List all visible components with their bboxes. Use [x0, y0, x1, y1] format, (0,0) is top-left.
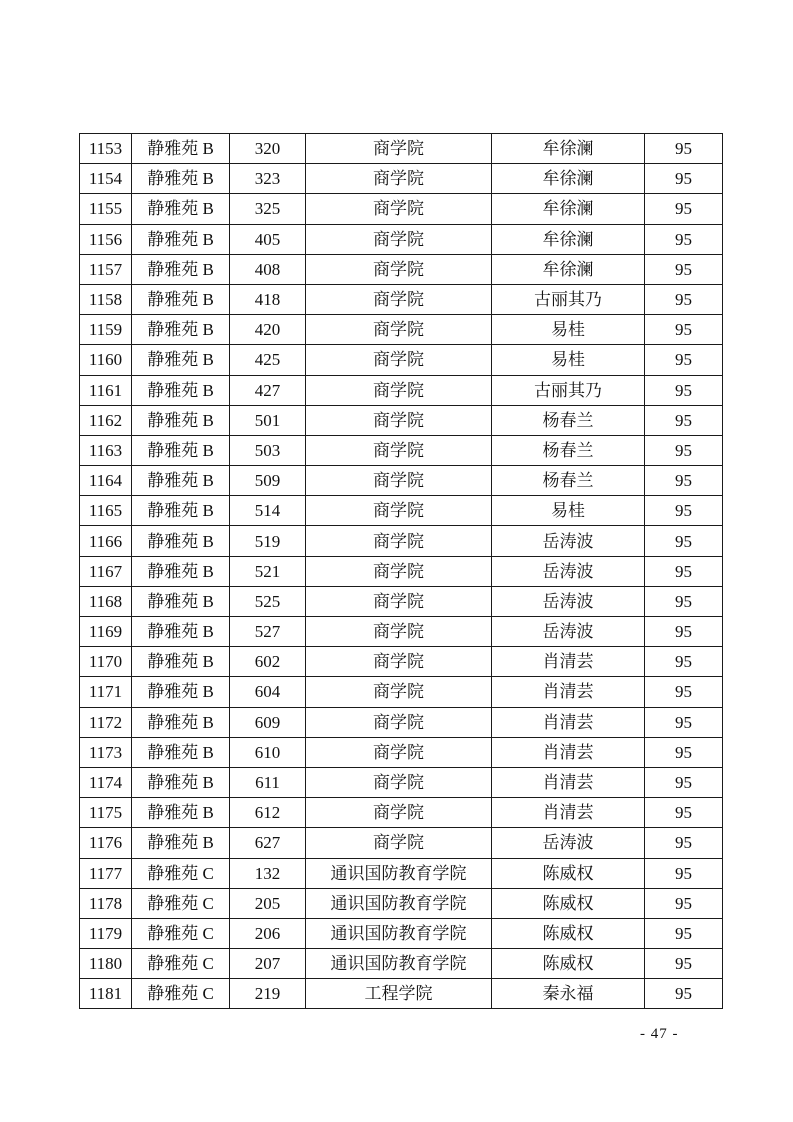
person-name-cell: 肖清芸 [492, 737, 645, 767]
building-cell: 静雅苑 B [132, 586, 230, 616]
room-number-cell: 521 [230, 556, 306, 586]
building-cell: 静雅苑 B [132, 767, 230, 797]
row-index-cell: 1170 [80, 647, 132, 677]
score-cell: 95 [645, 375, 723, 405]
building-cell: 静雅苑 B [132, 798, 230, 828]
table-row [80, 496, 723, 526]
row-index-cell: 1159 [80, 315, 132, 345]
room-number-cell: 525 [230, 586, 306, 616]
person-name-cell: 岳涛波 [492, 586, 645, 616]
row-index-cell: 1164 [80, 466, 132, 496]
score-cell: 95 [645, 979, 723, 1009]
row-index-cell: 1175 [80, 798, 132, 828]
room-number-cell: 514 [230, 496, 306, 526]
score-cell: 95 [645, 224, 723, 254]
table-row [80, 315, 723, 345]
table-row [80, 828, 723, 858]
college-cell: 通识国防教育学院 [306, 918, 492, 948]
person-name-cell: 肖清芸 [492, 798, 645, 828]
page-number: - 47 - [640, 1026, 679, 1042]
college-cell: 通识国防教育学院 [306, 888, 492, 918]
person-name-cell: 陈威权 [492, 949, 645, 979]
room-number-cell: 509 [230, 466, 306, 496]
room-number-cell: 132 [230, 858, 306, 888]
building-cell: 静雅苑 B [132, 556, 230, 586]
room-number-cell: 320 [230, 134, 306, 164]
table-row [80, 617, 723, 647]
college-cell: 通识国防教育学院 [306, 858, 492, 888]
score-cell: 95 [645, 767, 723, 797]
row-index-cell: 1157 [80, 254, 132, 284]
score-cell: 95 [645, 858, 723, 888]
row-index-cell: 1167 [80, 556, 132, 586]
row-index-cell: 1171 [80, 677, 132, 707]
table-row [80, 737, 723, 767]
person-name-cell: 易桂 [492, 345, 645, 375]
score-cell: 95 [645, 526, 723, 556]
score-cell: 95 [645, 405, 723, 435]
table-row [80, 466, 723, 496]
row-index-cell: 1181 [80, 979, 132, 1009]
table-row [80, 405, 723, 435]
room-number-cell: 604 [230, 677, 306, 707]
college-cell: 商学院 [306, 556, 492, 586]
row-index-cell: 1155 [80, 194, 132, 224]
score-cell: 95 [645, 194, 723, 224]
table-row [80, 586, 723, 616]
table-row [80, 918, 723, 948]
score-cell: 95 [645, 254, 723, 284]
score-cell: 95 [645, 918, 723, 948]
person-name-cell: 肖清芸 [492, 647, 645, 677]
dormitory-score-table [79, 133, 723, 1009]
college-cell: 商学院 [306, 435, 492, 465]
person-name-cell: 杨春兰 [492, 435, 645, 465]
row-index-cell: 1165 [80, 496, 132, 526]
person-name-cell: 古丽其乃 [492, 284, 645, 314]
table-row [80, 375, 723, 405]
row-index-cell: 1160 [80, 345, 132, 375]
room-number-cell: 205 [230, 888, 306, 918]
score-cell: 95 [645, 435, 723, 465]
room-number-cell: 609 [230, 707, 306, 737]
college-cell: 商学院 [306, 254, 492, 284]
building-cell: 静雅苑 B [132, 345, 230, 375]
score-cell: 95 [645, 737, 723, 767]
person-name-cell: 易桂 [492, 315, 645, 345]
person-name-cell: 岳涛波 [492, 617, 645, 647]
college-cell: 商学院 [306, 707, 492, 737]
table-row [80, 435, 723, 465]
table-row [80, 798, 723, 828]
score-cell: 95 [645, 949, 723, 979]
table-row [80, 345, 723, 375]
table-row [80, 134, 723, 164]
college-cell: 通识国防教育学院 [306, 949, 492, 979]
table-row [80, 254, 723, 284]
building-cell: 静雅苑 C [132, 918, 230, 948]
room-number-cell: 503 [230, 435, 306, 465]
table-row [80, 194, 723, 224]
table-row [80, 949, 723, 979]
room-number-cell: 519 [230, 526, 306, 556]
row-index-cell: 1179 [80, 918, 132, 948]
person-name-cell: 杨春兰 [492, 466, 645, 496]
row-index-cell: 1162 [80, 405, 132, 435]
score-cell: 95 [645, 556, 723, 586]
building-cell: 静雅苑 C [132, 888, 230, 918]
person-name-cell: 陈威权 [492, 858, 645, 888]
row-index-cell: 1177 [80, 858, 132, 888]
building-cell: 静雅苑 B [132, 617, 230, 647]
building-cell: 静雅苑 B [132, 194, 230, 224]
building-cell: 静雅苑 B [132, 254, 230, 284]
building-cell: 静雅苑 C [132, 949, 230, 979]
row-index-cell: 1158 [80, 284, 132, 314]
score-cell: 95 [645, 677, 723, 707]
room-number-cell: 527 [230, 617, 306, 647]
person-name-cell: 岳涛波 [492, 526, 645, 556]
score-cell: 95 [645, 586, 723, 616]
person-name-cell: 陈威权 [492, 918, 645, 948]
row-index-cell: 1172 [80, 707, 132, 737]
person-name-cell: 岳涛波 [492, 828, 645, 858]
person-name-cell: 牟徐澜 [492, 254, 645, 284]
building-cell: 静雅苑 C [132, 858, 230, 888]
table-row [80, 164, 723, 194]
row-index-cell: 1178 [80, 888, 132, 918]
table-row [80, 224, 723, 254]
building-cell: 静雅苑 B [132, 677, 230, 707]
room-number-cell: 602 [230, 647, 306, 677]
building-cell: 静雅苑 B [132, 375, 230, 405]
table-row [80, 979, 723, 1009]
room-number-cell: 611 [230, 767, 306, 797]
building-cell: 静雅苑 B [132, 707, 230, 737]
table-body [80, 134, 723, 1009]
building-cell: 静雅苑 B [132, 526, 230, 556]
room-number-cell: 612 [230, 798, 306, 828]
building-cell: 静雅苑 B [132, 134, 230, 164]
room-number-cell: 408 [230, 254, 306, 284]
building-cell: 静雅苑 B [132, 224, 230, 254]
building-cell: 静雅苑 B [132, 828, 230, 858]
room-number-cell: 219 [230, 979, 306, 1009]
room-number-cell: 627 [230, 828, 306, 858]
room-number-cell: 427 [230, 375, 306, 405]
college-cell: 商学院 [306, 496, 492, 526]
score-cell: 95 [645, 315, 723, 345]
college-cell: 商学院 [306, 737, 492, 767]
person-name-cell: 牟徐澜 [492, 134, 645, 164]
person-name-cell: 肖清芸 [492, 707, 645, 737]
room-number-cell: 323 [230, 164, 306, 194]
person-name-cell: 牟徐澜 [492, 164, 645, 194]
row-index-cell: 1161 [80, 375, 132, 405]
college-cell: 商学院 [306, 164, 492, 194]
college-cell: 商学院 [306, 315, 492, 345]
room-number-cell: 207 [230, 949, 306, 979]
score-cell: 95 [645, 888, 723, 918]
score-cell: 95 [645, 828, 723, 858]
college-cell: 商学院 [306, 677, 492, 707]
person-name-cell: 牟徐澜 [492, 194, 645, 224]
room-number-cell: 420 [230, 315, 306, 345]
college-cell: 商学院 [306, 345, 492, 375]
score-cell: 95 [645, 496, 723, 526]
row-index-cell: 1156 [80, 224, 132, 254]
score-cell: 95 [645, 134, 723, 164]
score-cell: 95 [645, 617, 723, 647]
room-number-cell: 325 [230, 194, 306, 224]
score-cell: 95 [645, 647, 723, 677]
row-index-cell: 1168 [80, 586, 132, 616]
college-cell: 商学院 [306, 134, 492, 164]
table-row [80, 858, 723, 888]
college-cell: 商学院 [306, 526, 492, 556]
table-row [80, 707, 723, 737]
row-index-cell: 1153 [80, 134, 132, 164]
college-cell: 商学院 [306, 194, 492, 224]
score-cell: 95 [645, 707, 723, 737]
score-cell: 95 [645, 284, 723, 314]
score-cell: 95 [645, 798, 723, 828]
room-number-cell: 405 [230, 224, 306, 254]
building-cell: 静雅苑 B [132, 647, 230, 677]
building-cell: 静雅苑 B [132, 435, 230, 465]
building-cell: 静雅苑 C [132, 979, 230, 1009]
college-cell: 商学院 [306, 617, 492, 647]
row-index-cell: 1169 [80, 617, 132, 647]
person-name-cell: 肖清芸 [492, 767, 645, 797]
table-row [80, 767, 723, 797]
row-index-cell: 1166 [80, 526, 132, 556]
row-index-cell: 1173 [80, 737, 132, 767]
room-number-cell: 501 [230, 405, 306, 435]
table-row [80, 677, 723, 707]
score-cell: 95 [645, 164, 723, 194]
person-name-cell: 杨春兰 [492, 405, 645, 435]
building-cell: 静雅苑 B [132, 496, 230, 526]
building-cell: 静雅苑 B [132, 737, 230, 767]
row-index-cell: 1176 [80, 828, 132, 858]
room-number-cell: 610 [230, 737, 306, 767]
college-cell: 商学院 [306, 405, 492, 435]
college-cell: 商学院 [306, 828, 492, 858]
person-name-cell: 易桂 [492, 496, 645, 526]
building-cell: 静雅苑 B [132, 466, 230, 496]
row-index-cell: 1180 [80, 949, 132, 979]
table-row [80, 526, 723, 556]
college-cell: 商学院 [306, 798, 492, 828]
college-cell: 商学院 [306, 375, 492, 405]
room-number-cell: 418 [230, 284, 306, 314]
building-cell: 静雅苑 B [132, 405, 230, 435]
score-cell: 95 [645, 345, 723, 375]
row-index-cell: 1174 [80, 767, 132, 797]
college-cell: 商学院 [306, 586, 492, 616]
college-cell: 商学院 [306, 647, 492, 677]
college-cell: 商学院 [306, 224, 492, 254]
row-index-cell: 1163 [80, 435, 132, 465]
college-cell: 商学院 [306, 284, 492, 314]
college-cell: 工程学院 [306, 979, 492, 1009]
person-name-cell: 陈威权 [492, 888, 645, 918]
building-cell: 静雅苑 B [132, 164, 230, 194]
college-cell: 商学院 [306, 767, 492, 797]
score-cell: 95 [645, 466, 723, 496]
table-row [80, 556, 723, 586]
table-row [80, 888, 723, 918]
building-cell: 静雅苑 B [132, 284, 230, 314]
person-name-cell: 古丽其乃 [492, 375, 645, 405]
person-name-cell: 岳涛波 [492, 556, 645, 586]
table-row [80, 647, 723, 677]
room-number-cell: 206 [230, 918, 306, 948]
building-cell: 静雅苑 B [132, 315, 230, 345]
table-row [80, 284, 723, 314]
person-name-cell: 肖清芸 [492, 677, 645, 707]
row-index-cell: 1154 [80, 164, 132, 194]
person-name-cell: 牟徐澜 [492, 224, 645, 254]
college-cell: 商学院 [306, 466, 492, 496]
person-name-cell: 秦永福 [492, 979, 645, 1009]
room-number-cell: 425 [230, 345, 306, 375]
